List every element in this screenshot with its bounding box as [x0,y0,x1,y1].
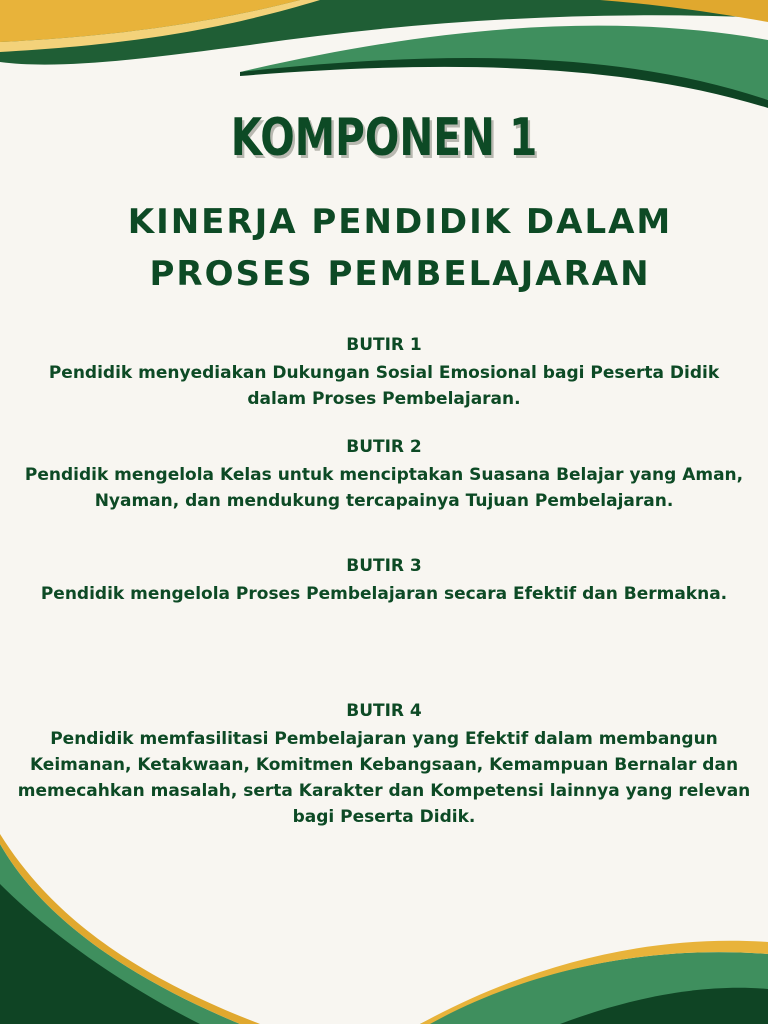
subtitle-line-2: PROSES PEMBELAJARAN [149,254,651,294]
butir-item-4 [0,698,768,830]
subtitle-line-1: KINERJA PENDIDIK DALAM [127,202,673,242]
butir-text: Pendidik mengelola Proses Pembelajaran secara Efektif dan Bermakna. [40,584,728,604]
page-subtitle [0,196,768,300]
butir-item-3 [0,553,768,607]
butir-text: Pendidik mengelola Kelas untuk menciptakan Suasana Belajar yang Aman, Nyaman, dan mendukung tercapainya Tujuan Pembelajaran. [24,465,744,511]
butir-item-1 [0,332,768,412]
butir-label: BUTIR 3 [346,556,422,576]
butir-text: Pendidik menyediakan Dukungan Sosial Emosional bagi Peserta Didik dalam Proses Pembelajaran. [48,363,720,409]
butir-label: BUTIR 4 [346,701,422,721]
butir-item-2 [0,434,768,514]
top-wave-decoration [0,0,768,120]
page-title: KOMPONEN 1 [230,108,538,168]
butir-label: BUTIR 1 [346,335,422,355]
bottom-wave-decoration [0,824,768,1024]
butir-label: BUTIR 2 [346,437,422,457]
butir-text: Pendidik memfasilitasi Pembelajaran yang Efektif dalam membangun Keimanan, Ketakwaan, Komitmen Kebangsaan, Kemampuan Bernalar dan memecahkan masalah, serta Karakter dan Kompetensi lainnya yang relevan bagi Peserta Didik. [17,729,751,827]
